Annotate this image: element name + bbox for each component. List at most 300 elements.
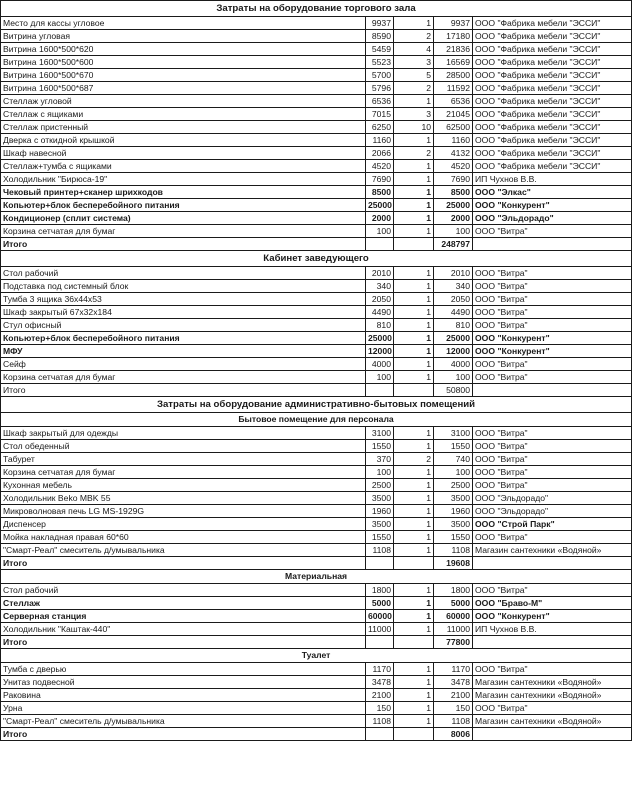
item-supplier: ООО "Фабрика мебели "ЭССИ" (473, 108, 632, 121)
subsection-header: Туалет (1, 649, 632, 663)
item-quantity: 1 (394, 492, 434, 505)
subsection-header-row (1, 570, 632, 584)
item-sum: 150 (434, 702, 473, 715)
item-sum: 810 (434, 319, 473, 332)
item-name: Холодильник "Бирюса-19" (1, 173, 366, 186)
item-sum: 3500 (434, 492, 473, 505)
item-quantity: 1 (394, 715, 434, 728)
item-name: Стол рабочий (1, 267, 366, 280)
item-name: Стол обеденный (1, 440, 366, 453)
total-qty-empty (394, 636, 434, 649)
table-row (1, 306, 632, 319)
item-supplier: ООО "Витра" (473, 479, 632, 492)
item-supplier: ООО "Элкас" (473, 186, 632, 199)
item-name: Стеллаж+тумба с ящиками (1, 160, 366, 173)
item-sum: 7690 (434, 173, 473, 186)
item-sum: 1550 (434, 440, 473, 453)
item-supplier: ООО "Витра" (473, 267, 632, 280)
item-name: Унитаз подвесной (1, 676, 366, 689)
item-price: 9937 (366, 17, 394, 30)
item-name: Холодильник Beko MBK 55 (1, 492, 366, 505)
item-price: 150 (366, 702, 394, 715)
item-sum: 4490 (434, 306, 473, 319)
item-name: Холодильник "Каштак-440" (1, 623, 366, 636)
total-qty-empty (394, 238, 434, 251)
item-price: 2000 (366, 212, 394, 225)
item-supplier: ООО "Фабрика мебели "ЭССИ" (473, 121, 632, 134)
item-quantity: 1 (394, 212, 434, 225)
item-quantity: 1 (394, 689, 434, 702)
table-row (1, 479, 632, 492)
item-quantity: 2 (394, 82, 434, 95)
item-price: 25000 (366, 332, 394, 345)
item-name: Микроволновая печь LG MS-1929G (1, 505, 366, 518)
item-quantity: 1 (394, 319, 434, 332)
item-price: 3500 (366, 492, 394, 505)
item-supplier: ООО "Витра" (473, 440, 632, 453)
item-quantity: 1 (394, 531, 434, 544)
item-supplier: ООО "Витра" (473, 453, 632, 466)
item-quantity: 1 (394, 345, 434, 358)
total-row (1, 728, 632, 741)
total-qty-empty (394, 384, 434, 397)
item-quantity: 1 (394, 186, 434, 199)
item-quantity: 1 (394, 505, 434, 518)
item-supplier: ООО "Эльдорадо" (473, 492, 632, 505)
table-row (1, 95, 632, 108)
item-sum: 6536 (434, 95, 473, 108)
item-price: 25000 (366, 199, 394, 212)
item-name: Витрина угловая (1, 30, 366, 43)
item-supplier: ООО "Конкурент" (473, 332, 632, 345)
total-row (1, 238, 632, 251)
table-row (1, 689, 632, 702)
item-price: 340 (366, 280, 394, 293)
section-header: Затраты на оборудование торгового зала (1, 1, 632, 17)
item-supplier: ООО "Витра" (473, 531, 632, 544)
table-row (1, 597, 632, 610)
item-price: 5000 (366, 597, 394, 610)
section-header-row (1, 251, 632, 267)
item-quantity: 1 (394, 199, 434, 212)
item-sum: 4000 (434, 358, 473, 371)
table-row (1, 544, 632, 557)
section-header-row (1, 397, 632, 413)
total-qty-empty (394, 728, 434, 741)
table-row (1, 82, 632, 95)
item-sum: 25000 (434, 199, 473, 212)
table-row (1, 345, 632, 358)
item-supplier: ООО "Витра" (473, 702, 632, 715)
item-sum: 2100 (434, 689, 473, 702)
table-row (1, 199, 632, 212)
table-row (1, 358, 632, 371)
total-supplier-empty (473, 557, 632, 570)
item-name: Корзина сетчатая для бумаг (1, 466, 366, 479)
item-name: Корзина сетчатая для бумаг (1, 371, 366, 384)
item-sum: 21836 (434, 43, 473, 56)
total-sum: 8006 (434, 728, 473, 741)
item-price: 3100 (366, 427, 394, 440)
item-name: Стеллаж (1, 597, 366, 610)
item-quantity: 1 (394, 544, 434, 557)
item-quantity: 1 (394, 584, 434, 597)
item-name: Табурет (1, 453, 366, 466)
item-quantity: 1 (394, 134, 434, 147)
item-price: 1170 (366, 663, 394, 676)
item-price: 1108 (366, 544, 394, 557)
item-supplier: ООО "Эльдорадо" (473, 505, 632, 518)
table-row (1, 43, 632, 56)
item-supplier: ИП Чухнов В.В. (473, 173, 632, 186)
table-row (1, 293, 632, 306)
item-price: 2500 (366, 479, 394, 492)
item-quantity: 1 (394, 676, 434, 689)
item-supplier: Магазин сантехники «Водяной» (473, 676, 632, 689)
item-sum: 2050 (434, 293, 473, 306)
item-sum: 3100 (434, 427, 473, 440)
item-price: 4000 (366, 358, 394, 371)
item-quantity: 2 (394, 453, 434, 466)
item-price: 370 (366, 453, 394, 466)
item-sum: 100 (434, 466, 473, 479)
total-supplier-empty (473, 384, 632, 397)
item-quantity: 1 (394, 479, 434, 492)
item-price: 2066 (366, 147, 394, 160)
table-row (1, 371, 632, 384)
table-row (1, 173, 632, 186)
item-sum: 3500 (434, 518, 473, 531)
total-row (1, 636, 632, 649)
total-label: Итого (1, 636, 366, 649)
item-sum: 4520 (434, 160, 473, 173)
item-sum: 100 (434, 225, 473, 238)
total-supplier-empty (473, 238, 632, 251)
item-price: 3500 (366, 518, 394, 531)
item-supplier: ООО "Конкурент" (473, 610, 632, 623)
item-name: Раковина (1, 689, 366, 702)
item-supplier: ООО "Витра" (473, 466, 632, 479)
table-row (1, 663, 632, 676)
table-row (1, 623, 632, 636)
item-supplier: ООО "Строй Парк" (473, 518, 632, 531)
total-price-empty (366, 557, 394, 570)
item-price: 1800 (366, 584, 394, 597)
item-quantity: 10 (394, 121, 434, 134)
item-supplier: ООО "Фабрика мебели "ЭССИ" (473, 43, 632, 56)
item-quantity: 1 (394, 597, 434, 610)
item-name: Витрина 1600*500*670 (1, 69, 366, 82)
item-sum: 1108 (434, 715, 473, 728)
item-name: Шкаф закрытый для одежды (1, 427, 366, 440)
total-price-empty (366, 238, 394, 251)
item-supplier: ООО "Фабрика мебели "ЭССИ" (473, 30, 632, 43)
item-name: Витрина 1600*500*620 (1, 43, 366, 56)
item-price: 6536 (366, 95, 394, 108)
table-row (1, 30, 632, 43)
item-quantity: 1 (394, 225, 434, 238)
item-supplier: ООО "Витра" (473, 319, 632, 332)
item-sum: 9937 (434, 17, 473, 30)
item-sum: 2500 (434, 479, 473, 492)
item-sum: 60000 (434, 610, 473, 623)
item-quantity: 1 (394, 17, 434, 30)
item-quantity: 1 (394, 332, 434, 345)
item-sum: 12000 (434, 345, 473, 358)
equipment-cost-table-body (1, 1, 632, 741)
table-row (1, 17, 632, 30)
item-name: Шкаф закрытый 67х32х184 (1, 306, 366, 319)
table-row (1, 440, 632, 453)
item-name: Тумба 3 ящика 36х44х53 (1, 293, 366, 306)
item-price: 7690 (366, 173, 394, 186)
item-quantity: 1 (394, 610, 434, 623)
item-name: Стеллаж с ящиками (1, 108, 366, 121)
item-sum: 62500 (434, 121, 473, 134)
item-supplier: ООО "Фабрика мебели "ЭССИ" (473, 17, 632, 30)
item-sum: 340 (434, 280, 473, 293)
table-row (1, 319, 632, 332)
item-name: Стул офисный (1, 319, 366, 332)
section-header: Кабинет заведующего (1, 251, 632, 267)
total-sum: 77800 (434, 636, 473, 649)
item-quantity: 5 (394, 69, 434, 82)
item-supplier: ООО "Конкурент" (473, 199, 632, 212)
table-row (1, 715, 632, 728)
item-sum: 28500 (434, 69, 473, 82)
item-name: Диспенсер (1, 518, 366, 531)
total-supplier-empty (473, 636, 632, 649)
item-sum: 1160 (434, 134, 473, 147)
table-row (1, 186, 632, 199)
item-price: 60000 (366, 610, 394, 623)
item-sum: 11592 (434, 82, 473, 95)
subsection-header: Материальная (1, 570, 632, 584)
item-name: Мойка накладная правая 60*60 (1, 531, 366, 544)
item-price: 1160 (366, 134, 394, 147)
item-supplier: ООО "Фабрика мебели "ЭССИ" (473, 56, 632, 69)
item-supplier: ООО "Браво-М" (473, 597, 632, 610)
item-price: 100 (366, 225, 394, 238)
table-row (1, 505, 632, 518)
item-supplier: ООО "Витра" (473, 306, 632, 319)
subsection-header-row (1, 649, 632, 663)
total-price-empty (366, 636, 394, 649)
item-quantity: 4 (394, 43, 434, 56)
item-price: 8500 (366, 186, 394, 199)
item-sum: 16569 (434, 56, 473, 69)
item-supplier: Магазин сантехники «Водяной» (473, 689, 632, 702)
item-quantity: 1 (394, 371, 434, 384)
item-price: 5459 (366, 43, 394, 56)
item-supplier: ИП Чухнов В.В. (473, 623, 632, 636)
item-quantity: 1 (394, 466, 434, 479)
table-row (1, 702, 632, 715)
item-price: 2100 (366, 689, 394, 702)
table-row (1, 212, 632, 225)
section-header-row (1, 1, 632, 17)
item-supplier: ООО "Фабрика мебели "ЭССИ" (473, 160, 632, 173)
item-sum: 1170 (434, 663, 473, 676)
item-price: 810 (366, 319, 394, 332)
table-row (1, 676, 632, 689)
total-row (1, 557, 632, 570)
item-supplier: ООО "Фабрика мебели "ЭССИ" (473, 82, 632, 95)
item-supplier: ООО "Фабрика мебели "ЭССИ" (473, 147, 632, 160)
total-supplier-empty (473, 728, 632, 741)
item-quantity: 3 (394, 56, 434, 69)
item-price: 11000 (366, 623, 394, 636)
item-price: 100 (366, 466, 394, 479)
item-sum: 1108 (434, 544, 473, 557)
item-quantity: 1 (394, 427, 434, 440)
item-name: Подставка под системный блок (1, 280, 366, 293)
item-sum: 2010 (434, 267, 473, 280)
item-supplier: ООО "Витра" (473, 358, 632, 371)
item-price: 12000 (366, 345, 394, 358)
item-name: "Смарт-Реал" смеситель д/умывальника (1, 715, 366, 728)
item-quantity: 1 (394, 358, 434, 371)
item-name: Копьютер+блок бесперебойного питания (1, 199, 366, 212)
item-quantity: 1 (394, 306, 434, 319)
item-quantity: 1 (394, 160, 434, 173)
table-row (1, 531, 632, 544)
item-quantity: 1 (394, 440, 434, 453)
item-name: Дверка с откидной крышкой (1, 134, 366, 147)
total-qty-empty (394, 557, 434, 570)
table-row (1, 584, 632, 597)
item-supplier: ООО "Фабрика мебели "ЭССИ" (473, 134, 632, 147)
item-name: Копьютер+блок бесперебойного питания (1, 332, 366, 345)
item-supplier: Магазин сантехники «Водяной» (473, 715, 632, 728)
table-row (1, 267, 632, 280)
item-price: 3478 (366, 676, 394, 689)
total-sum: 50800 (434, 384, 473, 397)
table-row (1, 160, 632, 173)
table-row (1, 121, 632, 134)
item-name: Шкаф навесной (1, 147, 366, 160)
item-price: 6250 (366, 121, 394, 134)
total-price-empty (366, 384, 394, 397)
table-row (1, 280, 632, 293)
item-supplier: Магазин сантехники «Водяной» (473, 544, 632, 557)
item-supplier: ООО "Витра" (473, 427, 632, 440)
table-row (1, 427, 632, 440)
table-row (1, 147, 632, 160)
table-row (1, 492, 632, 505)
item-supplier: ООО "Фабрика мебели "ЭССИ" (473, 69, 632, 82)
item-price: 4490 (366, 306, 394, 319)
item-sum: 740 (434, 453, 473, 466)
item-quantity: 1 (394, 702, 434, 715)
item-name: Место для кассы угловое (1, 17, 366, 30)
item-supplier: ООО "Витра" (473, 663, 632, 676)
item-quantity: 1 (394, 280, 434, 293)
item-name: МФУ (1, 345, 366, 358)
item-name: Корзина сетчатая для бумаг (1, 225, 366, 238)
item-sum: 17180 (434, 30, 473, 43)
item-quantity: 1 (394, 173, 434, 186)
item-name: Стеллаж пристенный (1, 121, 366, 134)
total-row (1, 384, 632, 397)
item-sum: 5000 (434, 597, 473, 610)
item-supplier: ООО "Витра" (473, 584, 632, 597)
total-label: Итого (1, 728, 366, 741)
subsection-header: Бытовое помещение для персонала (1, 413, 632, 427)
item-supplier: ООО "Витра" (473, 225, 632, 238)
item-sum: 21045 (434, 108, 473, 121)
item-price: 1108 (366, 715, 394, 728)
total-sum: 248797 (434, 238, 473, 251)
item-name: Серверная станция (1, 610, 366, 623)
item-sum: 3478 (434, 676, 473, 689)
item-sum: 1960 (434, 505, 473, 518)
item-supplier: ООО "Витра" (473, 280, 632, 293)
item-price: 5523 (366, 56, 394, 69)
item-sum: 1800 (434, 584, 473, 597)
item-sum: 4132 (434, 147, 473, 160)
item-name: Стол рабочий (1, 584, 366, 597)
item-name: Кухонная мебель (1, 479, 366, 492)
item-name: Стеллаж угловой (1, 95, 366, 108)
table-row (1, 610, 632, 623)
item-supplier: ООО "Конкурент" (473, 345, 632, 358)
total-price-empty (366, 728, 394, 741)
item-name: Кондиционер (сплит система) (1, 212, 366, 225)
item-sum: 1550 (434, 531, 473, 544)
item-price: 7015 (366, 108, 394, 121)
item-price: 1960 (366, 505, 394, 518)
item-quantity: 2 (394, 147, 434, 160)
item-name: Урна (1, 702, 366, 715)
table-row (1, 225, 632, 238)
item-quantity: 1 (394, 293, 434, 306)
item-quantity: 2 (394, 30, 434, 43)
subsection-header-row (1, 413, 632, 427)
item-price: 1550 (366, 531, 394, 544)
item-sum: 100 (434, 371, 473, 384)
item-supplier: ООО "Эльдорадо" (473, 212, 632, 225)
item-name: Сейф (1, 358, 366, 371)
table-row (1, 453, 632, 466)
item-name: Витрина 1600*500*687 (1, 82, 366, 95)
item-price: 2050 (366, 293, 394, 306)
item-name: Тумба с дверью (1, 663, 366, 676)
table-row (1, 69, 632, 82)
section-header: Затраты на оборудование административно-бытовых помещений (1, 397, 632, 413)
item-supplier: ООО "Фабрика мебели "ЭССИ" (473, 95, 632, 108)
item-supplier: ООО "Витра" (473, 293, 632, 306)
total-label: Итого (1, 384, 366, 397)
item-price: 1550 (366, 440, 394, 453)
item-price: 5700 (366, 69, 394, 82)
item-name: Чековый принтер+сканер шрихкодов (1, 186, 366, 199)
item-quantity: 1 (394, 623, 434, 636)
item-quantity: 1 (394, 663, 434, 676)
item-sum: 25000 (434, 332, 473, 345)
item-sum: 8500 (434, 186, 473, 199)
item-sum: 11000 (434, 623, 473, 636)
item-supplier: ООО "Витра" (473, 371, 632, 384)
item-price: 4520 (366, 160, 394, 173)
table-row (1, 134, 632, 147)
item-quantity: 3 (394, 108, 434, 121)
item-price: 100 (366, 371, 394, 384)
item-price: 5796 (366, 82, 394, 95)
total-label: Итого (1, 238, 366, 251)
item-price: 8590 (366, 30, 394, 43)
table-row (1, 466, 632, 479)
